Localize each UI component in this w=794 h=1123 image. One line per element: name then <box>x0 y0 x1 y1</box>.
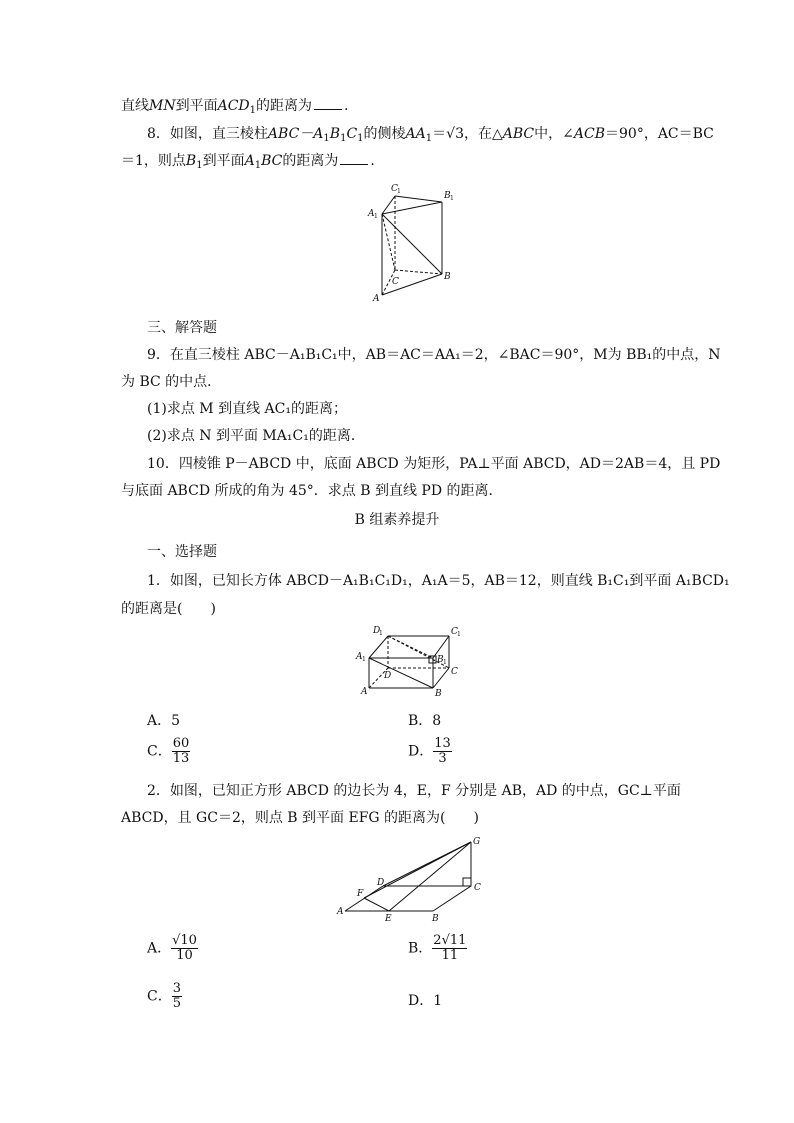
b1-option-b: B．8 <box>408 713 442 729</box>
label-D: D <box>384 671 392 681</box>
label-D1: D <box>373 626 381 636</box>
label-B: B <box>444 272 451 282</box>
svg-text:1: 1 <box>443 659 447 666</box>
fraction: $\frac{60}{13}$ <box>172 736 190 766</box>
label-C1: C <box>451 627 458 637</box>
svg-text:1: 1 <box>457 631 461 638</box>
answer-blank <box>340 152 368 165</box>
label-A: A <box>373 294 380 303</box>
b2-option-a: A． $\frac{√10}{10}$ <box>147 933 197 963</box>
fraction: $\frac{13}{3}$ <box>434 736 451 766</box>
b1-option-a: A．5 <box>147 713 181 729</box>
svg-text:1: 1 <box>379 630 383 637</box>
b1-line2: 的距离是( ) <box>121 601 216 617</box>
square-pyramid-figure <box>335 832 490 924</box>
q10-line1: 10．四棱锥 P－ABCD 中，底面 ABCD 为矩形，PA⊥平面 ABCD，AD＝2AB＝4，且 PD <box>147 456 721 472</box>
q9-part1: (1)求点 M 到直线 AC₁的距离； <box>147 401 347 417</box>
label-E: E <box>385 914 392 924</box>
svg-text:1: 1 <box>362 656 366 663</box>
b2-option-d: D．1 <box>408 993 443 1009</box>
b2-option-c: C． $\frac{3}{5}$ <box>147 981 181 1011</box>
fraction: $\frac{√10}{10}$ <box>172 933 197 963</box>
svg-text:1: 1 <box>450 195 454 202</box>
svg-text:1: 1 <box>374 213 378 220</box>
fraction: $\frac{3}{5}$ <box>172 981 181 1011</box>
label-F: F <box>357 889 364 899</box>
label-G: G <box>473 837 481 847</box>
label-A1: A <box>356 652 363 662</box>
answer-blank <box>314 97 342 110</box>
q9-part2: (2)求点 N 到平面 MA₁C₁的距离． <box>147 428 365 444</box>
fraction: $\frac{2√11}{11}$ <box>433 933 467 963</box>
q9-line1: 9．在直三棱柱 ABC－A₁B₁C₁中，AB＝AC＝AA₁＝2，∠BAC＝90°，M为 BB₁的中点，N <box>147 347 721 363</box>
q8-line2: ＝1，则点$B_1$到平面$A_1BC$的距离为 . <box>121 153 375 171</box>
q7-tail: 直线MN到平面$ACD_1$的距离为 . <box>121 98 349 116</box>
group-b-heading: B 组素养提升 <box>354 512 440 528</box>
label-B1: B <box>444 191 451 201</box>
b1-line1: 1．如图，已知长方体 ABCD－A₁B₁C₁D₁，A₁A＝5，AB＝12，则直线 B₁C₁到平面 A₁BCD₁ <box>147 573 730 589</box>
section-heading-3: 三、解答题 <box>147 320 217 336</box>
label-A: A <box>337 907 344 917</box>
section-heading-1: 一、选择题 <box>147 544 217 560</box>
label-B: B <box>432 914 439 924</box>
label-C: C <box>474 883 481 893</box>
label-C: C <box>451 667 458 677</box>
label-B: B <box>435 689 442 699</box>
b1-option-d: D． $\frac{13}{3}$ <box>408 736 451 766</box>
q9-line2: 为 BC 的中点． <box>121 374 222 390</box>
label-D: D <box>377 878 385 888</box>
label-C: C <box>392 277 399 287</box>
label-C1: C <box>391 184 398 194</box>
q8-line1: 8．如图，直三棱柱$ABC-A_1B_1C_1$的侧棱$AA_1=√3$，在△ABC中，∠ACB＝90°，AC＝BC <box>147 126 714 144</box>
q10-line2: 与底面 ABCD 所成的角为 45°．求点 B 到直线 PD 的距离． <box>121 483 503 499</box>
label-A1: A <box>368 209 375 219</box>
label-A: A <box>361 687 368 697</box>
label-B1: B <box>437 655 444 665</box>
b1-option-c: C． $\frac{60}{13}$ <box>147 736 190 766</box>
svg-text:1: 1 <box>397 188 401 195</box>
b2-line1: 2．如图，已知正方形 ABCD 的边长为 4，E，F 分别是 AB，AD 的中点，GC⊥平面 <box>147 783 681 799</box>
b2-option-b: B． $\frac{2√11}{11}$ <box>408 933 467 963</box>
prism-figure <box>360 178 460 303</box>
cuboid-figure <box>353 622 465 700</box>
b2-line2: ABCD，且 GC＝2，则点 B 到平面 EFG 的距离为( ) <box>121 810 479 826</box>
